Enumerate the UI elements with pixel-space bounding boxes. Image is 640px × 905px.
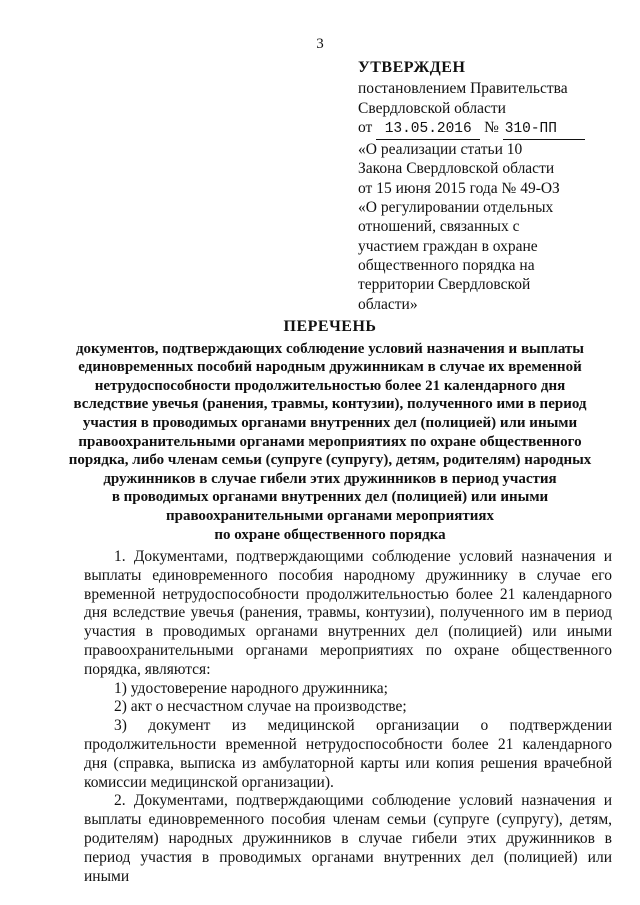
approval-stamp [358, 58, 608, 314]
approval-line-1: постановлением Правительства [358, 80, 568, 98]
title-line: вследствие увечья (ранения, травмы, контузии), полученного ими в период [73, 396, 587, 413]
title-line: дружинников в случае гибели этих дружинников в период участия [103, 470, 557, 487]
paragraph-1: 1. Документами, подтверждающими соблюдение условий назначения и выплаты единовременного пособия народному дружиннику в случае его временной нетрудоспособности продолжительностью более 21 календарного дня вследствие увечья (ранения, травмы, контузии), полученного им в период участия в проводимых органами внутренних дел (полицией) или иными правоохранительными органами мероприятиях по охране общественного порядка, являются: [84, 548, 612, 678]
title-line: по охране общественного порядка [214, 526, 446, 543]
list-item-1: 1) удостоверение народного дружинника; [114, 679, 388, 697]
list-item-3: 3) документ из медицинской организации о подтверждении продолжительности временной нетрудоспособности более 21 календарного дня (справка, выписка из амбулаторной карты или копия решения врачебной комиссии медицинской организации). [84, 717, 612, 791]
document-body [84, 548, 612, 886]
approval-heading: УТВЕРЖДЕН [358, 59, 466, 76]
approval-line: территории Свердловской [358, 276, 531, 294]
approval-line: области» [358, 295, 418, 313]
title-line: нетрудоспособности продолжительностью более 21 календарного дня [94, 377, 566, 394]
title-line: участия в проводимых органами внутренних дел (полицией) или иными [82, 414, 578, 431]
approval-line: участием граждан в охране [358, 237, 538, 255]
title-line: правоохранительными органами мероприятиях по охране общественного [78, 433, 582, 450]
title-line: документов, подтверждающих соблюдение условий назначения и выплаты [75, 340, 585, 357]
approval-line: Закона Свердловской области [358, 160, 555, 178]
approval-line: «О реализации статьи 10 [358, 141, 523, 159]
title-line: единовременных пособий народным дружинникам в случае их временной [78, 359, 582, 376]
approval-line: «О регулировании отдельных [358, 199, 554, 217]
title-main: ПЕРЕЧЕНЬ [283, 318, 377, 335]
title-line: порядка, либо членам семьи (супруге (супругу), детям, родителям) народных [68, 452, 592, 469]
title-line: правоохранительными органами мероприятиях [165, 507, 495, 524]
number-prefix: № [484, 118, 499, 136]
paragraph-2: 2. Документами, подтверждающими соблюдение условий назначения и выплаты единовременного пособия членам семьи (супруге (супругу), детям, родителям) народных дружинников в случае гибели этих дружинников в период участия в проводимых органами внутренних дел (полицией) или иными [84, 792, 612, 885]
list-item-2: 2) акт о несчастном случае на производстве; [114, 698, 407, 716]
approval-line: общественного порядка на [358, 256, 535, 274]
title-line: в проводимых органами внутренних дел (полицией) или иными [111, 489, 549, 506]
approval-date-line [358, 118, 608, 140]
approval-number: 310-ПП [503, 120, 585, 140]
approval-line-2: Свердловской области [358, 99, 506, 117]
approval-line: отношений, связанных с [358, 218, 520, 236]
approval-line: от 15 июня 2015 года № 49-ОЗ [358, 179, 560, 197]
approval-date: 13.05.2016 [376, 120, 480, 140]
date-prefix: от [358, 118, 373, 136]
document-title [40, 318, 620, 544]
page-number: 3 [316, 36, 324, 52]
